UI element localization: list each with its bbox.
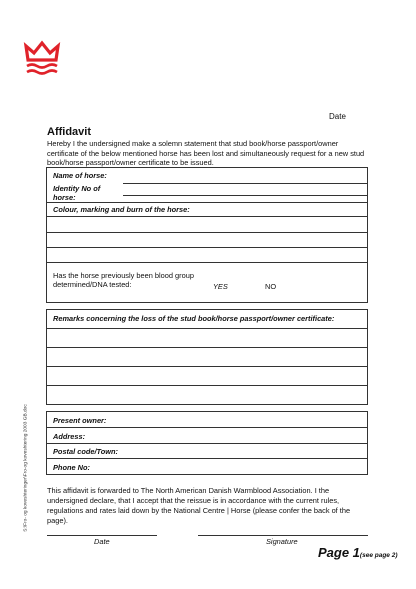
no-option[interactable]: NO — [265, 282, 277, 291]
page-title: Affidavit — [47, 126, 91, 138]
colour-line-4[interactable] — [47, 262, 367, 263]
page-label: Page 1 — [318, 545, 360, 560]
remarks-line-1[interactable] — [47, 328, 367, 329]
name-of-horse-field[interactable] — [123, 183, 367, 184]
horse-details-box — [46, 167, 368, 303]
owner-divider-2 — [47, 443, 367, 444]
colour-line-1[interactable] — [47, 216, 367, 217]
date-signature-line[interactable] — [47, 535, 157, 536]
blood-group-question: Has the horse previously been blood group determined/DNA tested: — [53, 271, 194, 289]
signature-line[interactable] — [198, 535, 368, 536]
intro-text: Hereby I the undersigned make a solemn statement that stud book/horse passport/owner certificate of the below mentioned horse has been lost and simultaneously request for a new stud book/horse passport/owner certificate to be issued. — [47, 139, 365, 167]
file-path-text: S:\Fro- og koveshteringer\Fro-og koveshtering 2003 GB.doc — [23, 404, 29, 532]
phone-no-label: Phone No: — [53, 463, 90, 472]
page-note: (see page 2) — [359, 552, 398, 559]
postal-code-label: Postal code/Town: — [53, 447, 119, 456]
remarks-label: Remarks concerning the loss of the stud book/horse passport/owner certificate: — [53, 314, 335, 323]
name-of-horse-label: Name of horse: — [53, 171, 107, 180]
date-signature-label: Date — [94, 537, 110, 546]
owner-divider-3 — [47, 458, 367, 459]
page-number — [318, 545, 398, 560]
present-owner-label: Present owner: — [53, 416, 107, 425]
row-divider — [47, 202, 367, 203]
colour-line-2[interactable] — [47, 232, 367, 233]
crown-logo-icon — [22, 40, 62, 78]
closing-text: This affidavit is forwarded to The North American Danish Warmblood Association. I the undersigned declare, that I accept that the reissue is in accordance with the current rules, regulations and rates laid down by the National Centre | Horse (please confer the back of the page). — [47, 486, 351, 525]
date-label-top: Date — [329, 112, 346, 121]
colour-line-3[interactable] — [47, 247, 367, 248]
identity-no-label: Identity No of horse: — [53, 184, 101, 202]
owner-box — [46, 411, 368, 475]
colour-marking-label: Colour, marking and burn of the horse: — [53, 205, 190, 214]
identity-no-field[interactable] — [123, 195, 367, 196]
remarks-box — [46, 309, 368, 405]
signature-label: Signature — [266, 537, 298, 546]
owner-divider-1 — [47, 427, 367, 428]
remarks-line-4[interactable] — [47, 385, 367, 386]
yes-option[interactable]: YES — [213, 282, 228, 291]
address-label: Address: — [53, 432, 86, 441]
remarks-line-2[interactable] — [47, 347, 367, 348]
remarks-line-3[interactable] — [47, 366, 367, 367]
